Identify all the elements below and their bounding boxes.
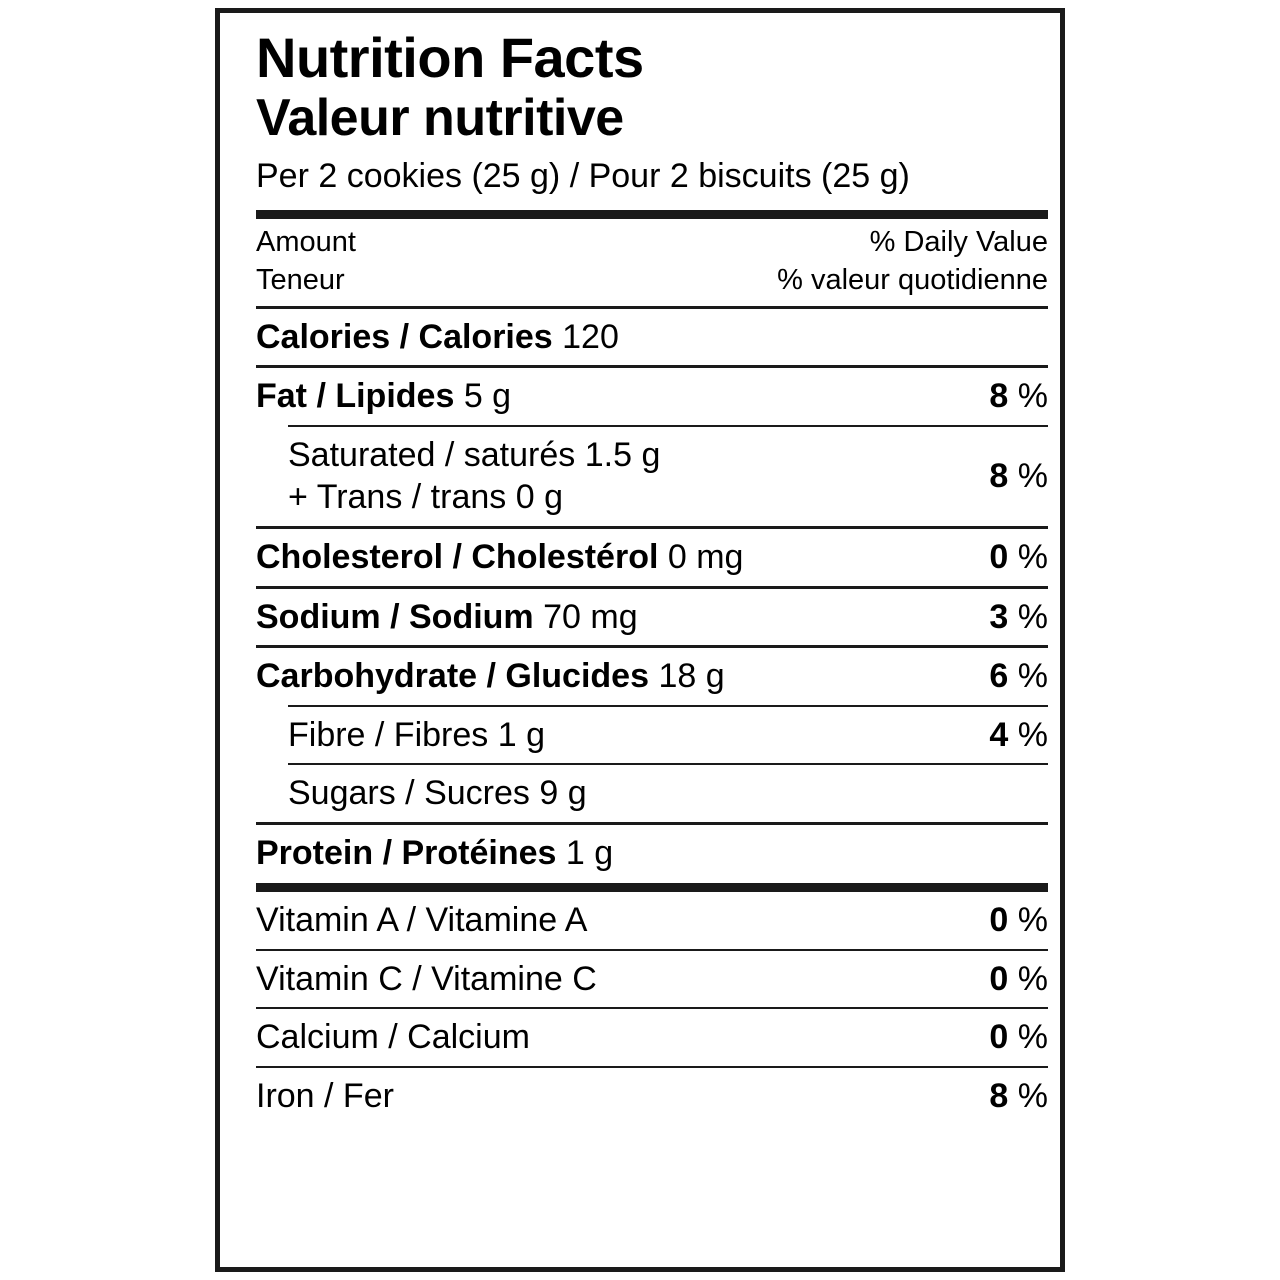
dv-label-french: % valeur quotidienne [777,264,1048,297]
saturated-line [288,434,660,477]
nutrition-facts-content [256,25,1048,1124]
trans-value: 0 g [515,478,563,517]
amount-label-french: Teneur [256,264,345,297]
trans-line [288,476,660,519]
fibre-dv-number: 4 [989,715,1009,754]
cholesterol-dv [989,536,1048,579]
fibre-dv [989,714,1048,757]
sugars-label: Sugars / Sucres [288,774,530,813]
iron-dv [989,1075,1048,1118]
vitamin-a-dv [989,899,1048,942]
fat-dv [989,375,1048,418]
vitamin-c-label: Vitamin C / Vitamine C [256,959,597,998]
trans-label: + Trans / trans [288,478,507,517]
carbohydrate-label-group [256,655,725,698]
daily-value-header-labels [777,223,1048,300]
fat-row [256,368,1048,425]
carbohydrate-row [256,648,1048,705]
saturated-label-group [256,434,660,520]
protein-label-group [256,832,613,875]
calcium-dv [989,1016,1048,1059]
sodium-label: Sodium / Sodium [256,597,534,636]
divider-thick-vitamins [256,883,1048,892]
calories-label-group [256,316,619,359]
sodium-label-group [256,596,638,639]
calcium-label: Calcium / Calcium [256,1018,530,1057]
vitamin-c-dv [989,958,1048,1001]
vitamin-a-dv-percent: % [1017,901,1048,940]
nutrition-facts-panel [215,8,1065,1272]
cholesterol-value: 0 mg [667,538,744,577]
calories-value: 120 [562,317,619,356]
vitamin-c-dv-percent: % [1017,959,1048,998]
iron-row [256,1068,1048,1125]
vitamin-a-dv-number: 0 [989,901,1009,940]
fat-dv-percent: % [1017,377,1048,415]
carbohydrate-value: 18 g [658,657,725,696]
label-title-french: Valeur nutritive [256,89,624,148]
fat-dv-number: 8 [989,377,1009,415]
fat-value: 5 g [463,377,512,415]
calcium-row [256,1009,1048,1066]
cholesterol-row [256,529,1048,586]
sugars-row [256,765,1048,822]
calcium-dv-percent: % [1017,1018,1048,1057]
label-title-english: Nutrition Facts [256,26,644,89]
carbohydrate-dv [989,655,1048,698]
dv-label-english: % Daily Value [869,225,1048,258]
protein-label: Protein / Protéines [256,833,557,872]
cholesterol-dv-number: 0 [989,538,1009,577]
sodium-value: 70 mg [543,597,638,636]
iron-dv-percent: % [1017,1076,1048,1115]
saturated-trans-row [256,427,1048,527]
vitamin-c-row [256,951,1048,1008]
sodium-row [256,589,1048,646]
sugars-label-group [256,772,587,815]
serving-size-text: Per 2 cookies (25 g) / Pour 2 biscuits (25 g) [256,157,910,196]
sugars-value: 9 g [539,774,587,813]
calories-row [256,309,1048,366]
calcium-dv-number: 0 [989,1018,1009,1057]
divider-thick-top [256,210,1048,219]
cholesterol-dv-percent: % [1017,538,1048,577]
cholesterol-label: Cholesterol / Cholestérol [256,538,659,577]
fat-label-group [256,375,511,418]
carbohydrate-dv-percent: % [1017,657,1048,696]
saturated-value: 1.5 g [584,435,661,474]
sodium-dv [989,596,1048,639]
fibre-label-group [256,714,545,757]
saturated-label: Saturated / saturés [288,435,576,474]
fibre-label: Fibre / Fibres [288,715,489,754]
saturated-dv-number: 8 [989,457,1009,496]
fibre-value: 1 g [497,715,545,754]
saturated-trans-dv [989,455,1048,498]
fibre-dv-percent: % [1017,715,1048,754]
daily-value-header [256,219,1048,306]
sodium-dv-percent: % [1017,597,1048,636]
fibre-row [256,707,1048,764]
iron-dv-number: 8 [989,1076,1009,1115]
carbohydrate-dv-number: 6 [989,657,1009,696]
protein-value: 1 g [565,833,614,872]
sodium-dv-number: 3 [989,597,1009,636]
iron-label: Iron / Fer [256,1076,394,1115]
protein-row [256,825,1048,882]
saturated-dv-percent: % [1017,457,1048,496]
cholesterol-label-group [256,536,743,579]
vitamin-a-row [256,892,1048,949]
amount-label-english: Amount [256,225,356,258]
fat-label: Fat / Lipides [256,377,455,415]
vitamin-c-dv-number: 0 [989,959,1009,998]
vitamin-a-label: Vitamin A / Vitamine A [256,901,588,940]
calories-label: Calories / Calories [256,317,553,356]
amount-header [256,223,356,300]
carbohydrate-label: Carbohydrate / Glucides [256,657,649,696]
